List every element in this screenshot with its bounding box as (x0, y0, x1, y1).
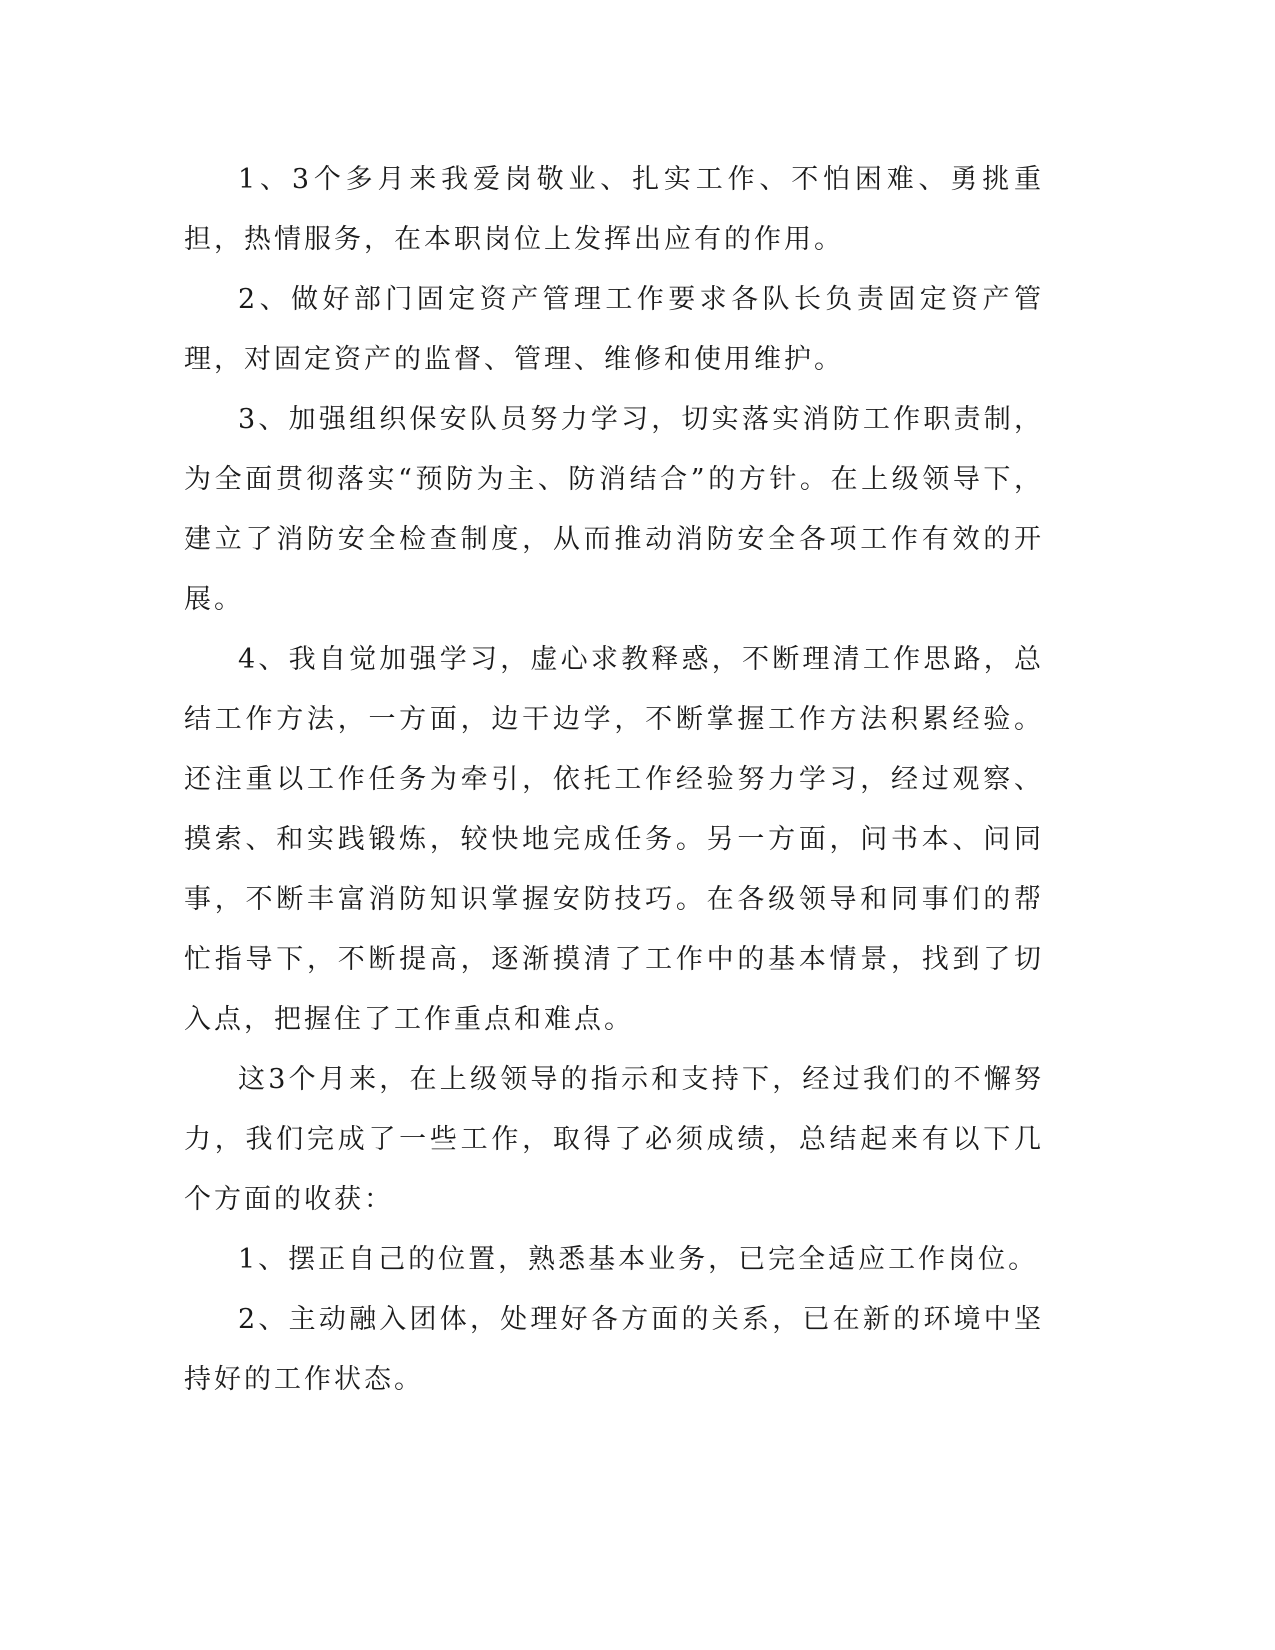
paragraph-gain-1: 1、摆正自己的位置，熟悉基本业务，已完全适应工作岗位。 (238, 1244, 1039, 1275)
paragraph-item-2: 2、做好部门固定资产管理工作要求各队长负责固定资产管理，对固定资产的监督、管理、维修和使用维护。 (184, 284, 1044, 375)
paragraph-gain-2: 2、主动融入团体，处理好各方面的关系，已在新的环境中坚持好的工作状态。 (184, 1304, 1044, 1395)
paragraph-item-4: 4、我自觉加强学习，虚心求教释惑，不断理清工作思路，总结工作方法，一方面，边干边学，不断掌握工作方法积累经验。还注重以工作任务为牵引，依托工作经验努力学习，经过观察、摸索、和实践锻炼，较快地完成任务。另一方面，问书本、问同事，不断丰富消防知识掌握安防技巧。在各级领导和同事们的帮忙指导下，不断提高，逐渐摸清了工作中的基本情景，找到了切入点，把握住了工作重点和难点。 (184, 644, 1044, 1035)
paragraph-item-3: 3、加强组织保安队员努力学习，切实落实消防工作职责制，为全面贯彻落实“预防为主、防消结合”的方针。在上级领导下，建立了消防安全检查制度，从而推动消防安全各项工作有效的开展。 (184, 404, 1044, 615)
paragraph-item-1: 1、3个多月来我爱岗敬业、扎实工作、不怕困难、勇挑重担，热情服务，在本职岗位上发挥出应有的作用。 (184, 164, 1044, 255)
paragraph-summary-intro: 这3个月来，在上级领导的指示和支持下，经过我们的不懈努力，我们完成了一些工作，取得了必须成绩，总结起来有以下几个方面的收获： (184, 1064, 1044, 1215)
document-body (184, 150, 1044, 1410)
